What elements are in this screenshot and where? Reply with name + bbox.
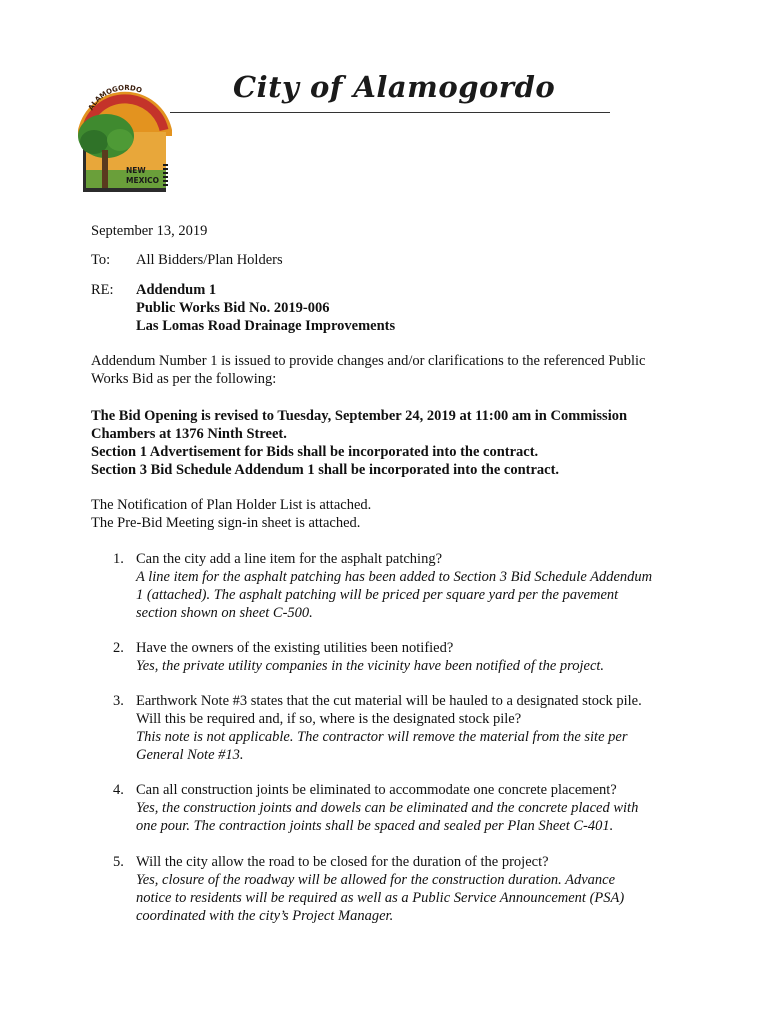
attachments	[91, 496, 691, 532]
re-subject	[136, 281, 395, 335]
revision-line: Section 3 Bid Schedule Addendum 1 shall be incorporated into the contract.	[91, 462, 560, 478]
qa-question: Have the owners of the existing utilities been notified?	[136, 640, 454, 656]
qa-item-4	[91, 781, 691, 835]
re-line: Las Lomas Road Drainage Improvements	[136, 318, 396, 334]
attachment-line: The Notification of Plan Holder List is attached.	[91, 497, 372, 513]
logo-state-text-1: NEW	[126, 166, 146, 175]
qa-question: Earthwork Note #3 states that the cut material will be hauled to a designated stock pile. Will this be required and, if so, where is the designated stock pile?	[136, 693, 642, 727]
re-label: RE:	[91, 282, 114, 298]
revision-line: The Bid Opening is revised to Tuesday, September 24, 2019 at 11:00 am in Commission	[91, 408, 628, 424]
re-line: Public Works Bid No. 2019-006	[136, 300, 330, 316]
to-value: All Bidders/Plan Holders	[136, 252, 283, 268]
qa-number: 4.	[113, 782, 124, 798]
qa-answer: Yes, closure of the roadway will be allowed for the construction duration. Advance notice to residents will be required as well as a Public Service Announcement (PSA) coordinated with the city’s Project Manager.	[136, 872, 625, 924]
logo-arc-text: ALAMOGORDO	[86, 83, 143, 112]
revision-line: Section 1 Advertisement for Bids shall be incorporated into the contract.	[91, 444, 539, 460]
intro-paragraph: Addendum Number 1 is issued to provide changes and/or clarifications to the referenced Public Works Bid as per the following:	[91, 353, 646, 387]
attachment-line: The Pre-Bid Meeting sign-in sheet is attached.	[91, 515, 361, 531]
city-logo	[66, 70, 172, 196]
re-line: Addendum 1	[136, 282, 217, 298]
qa-answer: This note is not applicable. The contractor will remove the material from the site per General Note #13.	[136, 729, 628, 763]
qa-item-1	[91, 550, 691, 622]
qa-item-3	[91, 692, 691, 764]
letter-date: September 13, 2019	[91, 223, 208, 239]
letterhead-title: City of Alamogordo	[233, 70, 556, 104]
revision-line: Chambers at 1376 Ninth Street.	[91, 426, 287, 442]
qa-question: Will the city allow the road to be closed for the duration of the project?	[136, 854, 549, 870]
qa-item-5	[91, 853, 691, 925]
logo-state-text-2: MEXICO	[126, 176, 160, 185]
revision-notices	[91, 407, 691, 479]
qa-number: 3.	[113, 693, 124, 709]
qa-number: 5.	[113, 854, 124, 870]
qa-question: Can all construction joints be eliminated to accommodate one concrete placement?	[136, 782, 617, 798]
to-label: To:	[91, 252, 111, 268]
qa-item-2	[91, 639, 691, 675]
qa-answer: A line item for the asphalt patching has been added to Section 3 Bid Schedule Addendum 1 (attached). The asphalt patching will be priced per square yard per the pavement section shown on sheet C-500.	[136, 569, 653, 621]
letterhead-rule	[170, 112, 610, 113]
qa-answer: Yes, the private utility companies in the vicinity have been notified of the project.	[136, 658, 605, 674]
qa-number: 1.	[113, 551, 124, 567]
qa-number: 2.	[113, 640, 124, 656]
qa-question: Can the city add a line item for the asphalt patching?	[136, 551, 443, 567]
qa-answer: Yes, the construction joints and dowels can be eliminated and the concrete placed with one pour. The contraction joints shall be spaced and sealed per Plan Sheet C-401.	[136, 800, 639, 834]
